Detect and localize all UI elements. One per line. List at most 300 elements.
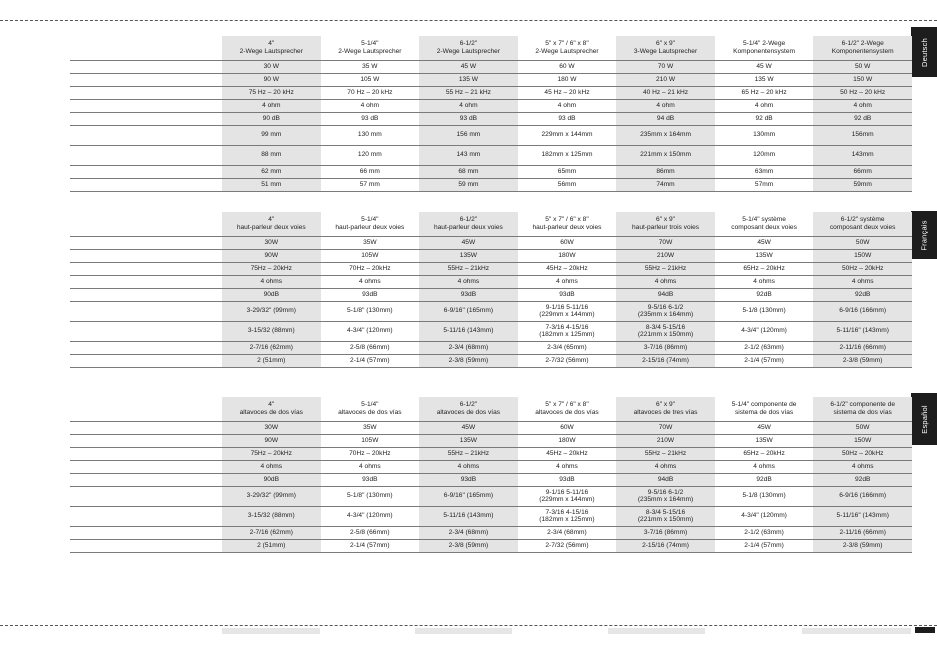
cell-line: 5-11/16" (143mm) bbox=[836, 327, 889, 335]
row-label bbox=[70, 212, 222, 236]
cell-line: (235mm x 164mm) bbox=[637, 496, 694, 503]
cell-line: (229mm x 144mm) bbox=[539, 311, 595, 318]
cell-line: 2-3/8 (59mm) bbox=[842, 541, 883, 549]
table-cell bbox=[813, 526, 912, 539]
cell-line: 93dB bbox=[460, 290, 477, 298]
cell-line: 3-7/16 (86mm) bbox=[643, 343, 688, 351]
cell-line: 143mm bbox=[851, 151, 874, 159]
cell-line: 135W bbox=[755, 436, 773, 444]
table-cell bbox=[715, 539, 814, 552]
cell-line: 2-Wege Lautsprecher bbox=[338, 47, 402, 55]
cell-line: 4 ohm bbox=[360, 101, 379, 109]
column-header bbox=[715, 36, 814, 60]
cell-line: 4-3/4" (120mm) bbox=[741, 512, 787, 520]
table-cell bbox=[321, 165, 420, 178]
cell-line: 5-1/4" bbox=[361, 401, 379, 409]
table-cell bbox=[813, 262, 912, 275]
cell-line: 93 dB bbox=[459, 114, 478, 122]
table-cell bbox=[419, 99, 518, 112]
cell-line: 45W bbox=[461, 423, 476, 431]
cell-line: 70W bbox=[658, 238, 673, 246]
cell-line: 2-3/4 (68mm) bbox=[448, 343, 489, 351]
row-label bbox=[70, 526, 222, 539]
table-cell bbox=[222, 125, 321, 145]
table-cell bbox=[222, 275, 321, 288]
cell-line: haut-parleur trois voies bbox=[631, 223, 700, 231]
cell-line: 92dB bbox=[854, 290, 871, 298]
cell-line: 2-Wege Lautsprecher bbox=[239, 47, 303, 55]
cell-line: 93 dB bbox=[361, 114, 379, 122]
table-cell bbox=[715, 341, 814, 354]
cell-line: 210W bbox=[656, 251, 675, 259]
cell-line: 92dB bbox=[854, 475, 871, 483]
table-cell bbox=[616, 178, 715, 191]
table-cell bbox=[518, 354, 617, 367]
table-cell bbox=[518, 288, 617, 301]
cell-line: 6-1/2" componente de bbox=[830, 401, 896, 409]
table-cell bbox=[616, 125, 715, 145]
row-label bbox=[70, 86, 222, 99]
table-cell bbox=[222, 473, 321, 486]
cell-line: composant deux voies bbox=[829, 223, 896, 231]
table-cell bbox=[518, 275, 617, 288]
table-cell bbox=[222, 112, 321, 125]
cell-line: haut-parleur deux voies bbox=[335, 223, 405, 231]
table-row bbox=[70, 125, 912, 145]
table-cell bbox=[616, 99, 715, 112]
table-cell bbox=[222, 60, 321, 73]
spec-table bbox=[70, 36, 912, 192]
cell-line: 130 mm bbox=[357, 131, 382, 139]
cell-line: 90 dB bbox=[262, 114, 280, 122]
table-row bbox=[70, 275, 912, 288]
table-row bbox=[70, 236, 912, 249]
table-cell bbox=[321, 321, 420, 341]
table-cell bbox=[616, 86, 715, 99]
table-cell bbox=[419, 288, 518, 301]
table-cell bbox=[813, 354, 912, 367]
row-label bbox=[70, 36, 222, 60]
row-label bbox=[70, 486, 222, 506]
cell-line: 150W bbox=[854, 436, 872, 444]
cell-line: 51 mm bbox=[261, 180, 282, 188]
table-row bbox=[70, 301, 912, 321]
cell-line: 229mm x 144mm bbox=[541, 131, 593, 139]
column-header bbox=[222, 36, 321, 60]
cell-line: altavoces de dos vías bbox=[436, 408, 501, 416]
cell-line: haut-parleur deux voies bbox=[532, 223, 602, 231]
row-label bbox=[70, 249, 222, 262]
row-label bbox=[70, 434, 222, 447]
table-row bbox=[70, 165, 912, 178]
table-cell bbox=[616, 288, 715, 301]
row-label bbox=[70, 125, 222, 145]
cell-line: 8-3/4 5-15/16 bbox=[645, 508, 686, 516]
table-cell bbox=[518, 178, 617, 191]
table-cell bbox=[813, 249, 912, 262]
table-cell bbox=[715, 434, 814, 447]
cell-line: 45 Hz – 20 kHz bbox=[544, 88, 590, 96]
table-cell bbox=[222, 249, 321, 262]
cell-line: 4 ohm bbox=[459, 101, 478, 109]
cell-line: 59 mm bbox=[458, 180, 479, 188]
cell-line: 4 ohms bbox=[260, 277, 283, 285]
table-cell bbox=[715, 506, 814, 526]
cell-line: 2-7/32 (56mm) bbox=[545, 356, 589, 364]
table-cell bbox=[616, 112, 715, 125]
cell-line: 70 W bbox=[657, 62, 674, 70]
cell-line: 4 ohms bbox=[556, 462, 578, 470]
table-cell bbox=[222, 526, 321, 539]
cell-line: 221mm x 150mm bbox=[640, 151, 691, 159]
cell-line: 50W bbox=[855, 238, 870, 246]
table-row bbox=[70, 486, 912, 506]
column-header bbox=[419, 36, 518, 60]
cell-line: 2-Wege Lautsprecher bbox=[436, 47, 501, 55]
column-header bbox=[813, 36, 912, 60]
column-header bbox=[419, 397, 518, 421]
cell-line: 5" x 7" / 6" x 8" bbox=[545, 401, 589, 409]
cell-line: altavoces de dos vías bbox=[338, 408, 402, 416]
top-cut-line bbox=[0, 20, 937, 21]
table-cell bbox=[222, 86, 321, 99]
table-cell bbox=[715, 354, 814, 367]
table-cell bbox=[419, 86, 518, 99]
column-header bbox=[518, 212, 617, 236]
cell-line: haut-parleur deux voies bbox=[236, 223, 306, 231]
row-label bbox=[70, 397, 222, 421]
cell-line: composant deux voies bbox=[731, 223, 797, 231]
cell-line: 8-3/4 5-15/16 bbox=[645, 323, 686, 331]
cell-line: 150W bbox=[854, 251, 872, 259]
table-cell bbox=[715, 178, 814, 191]
column-header bbox=[813, 212, 912, 236]
table-cell bbox=[715, 486, 814, 506]
table-cell bbox=[813, 178, 912, 191]
table-cell bbox=[222, 99, 321, 112]
table-cell bbox=[813, 236, 912, 249]
table-cell bbox=[616, 236, 715, 249]
cell-line: 4-3/4" (120mm) bbox=[347, 327, 393, 335]
cell-line: 2-3/4 (65mm) bbox=[547, 343, 587, 351]
column-header bbox=[616, 36, 715, 60]
cell-line: 93dB bbox=[559, 290, 575, 298]
cell-line: 60W bbox=[560, 238, 574, 246]
table-cell bbox=[616, 506, 715, 526]
table-cell bbox=[321, 236, 420, 249]
table-cell bbox=[616, 341, 715, 354]
row-label bbox=[70, 73, 222, 86]
table-cell bbox=[518, 473, 617, 486]
table-cell bbox=[321, 112, 420, 125]
table-cell bbox=[419, 473, 518, 486]
row-label bbox=[70, 288, 222, 301]
cell-line: 5" x 7" / 6" x 8" bbox=[545, 40, 589, 48]
cell-line: 50 Hz – 20 kHz bbox=[840, 88, 886, 96]
table-cell bbox=[813, 460, 912, 473]
table-cell bbox=[321, 86, 420, 99]
table-row bbox=[70, 60, 912, 73]
table-cell bbox=[715, 112, 814, 125]
cell-line: altavoces de dos vías bbox=[239, 408, 303, 416]
table-row bbox=[70, 421, 912, 434]
cell-line: 4" bbox=[268, 401, 275, 409]
table-row bbox=[70, 288, 912, 301]
table-cell bbox=[222, 354, 321, 367]
cell-line: 30W bbox=[264, 238, 279, 246]
row-label bbox=[70, 473, 222, 486]
cell-line: altavoces de dos vías bbox=[535, 408, 599, 416]
table-cell bbox=[321, 178, 420, 191]
table-row bbox=[70, 99, 912, 112]
table-cell bbox=[715, 236, 814, 249]
table-cell bbox=[419, 145, 518, 165]
table-cell bbox=[518, 506, 617, 526]
cell-line: 45W bbox=[461, 238, 476, 246]
table-row bbox=[70, 86, 912, 99]
cell-line: 2-7/16 (62mm) bbox=[249, 343, 293, 351]
cell-line: 68 mm bbox=[458, 167, 479, 175]
bottom-shade-1 bbox=[222, 628, 320, 634]
cell-line: 93dB bbox=[559, 475, 575, 483]
cell-line: 70 Hz – 20 kHz bbox=[347, 88, 393, 96]
cell-line: 5-11/16 (143mm) bbox=[443, 327, 494, 335]
table-cell bbox=[419, 506, 518, 526]
table-cell bbox=[715, 262, 814, 275]
table-cell bbox=[715, 99, 814, 112]
table-cell bbox=[715, 60, 814, 73]
table-cell bbox=[419, 73, 518, 86]
cell-line: 55Hz – 21kHz bbox=[644, 264, 687, 272]
cell-line: 156mm bbox=[851, 131, 874, 139]
table-cell bbox=[715, 460, 814, 473]
column-header bbox=[321, 212, 420, 236]
table-cell bbox=[813, 447, 912, 460]
cell-line: Komponentensystem bbox=[733, 47, 796, 55]
cell-line: 4 ohms bbox=[753, 462, 775, 470]
cell-line: 65Hz – 20kHz bbox=[743, 264, 785, 272]
table-cell bbox=[321, 249, 420, 262]
cell-line: 6-1/2" bbox=[459, 40, 478, 48]
cell-line: 4 ohm bbox=[557, 101, 577, 109]
table-cell bbox=[518, 434, 617, 447]
cell-line: 90dB bbox=[263, 475, 279, 483]
row-label bbox=[70, 460, 222, 473]
column-header bbox=[518, 36, 617, 60]
cell-line: 94 dB bbox=[656, 114, 675, 122]
table-cell bbox=[616, 301, 715, 321]
cell-line: (221mm x 150mm) bbox=[637, 331, 694, 338]
table-cell bbox=[715, 421, 814, 434]
cell-line: 35W bbox=[363, 238, 377, 246]
cell-line: 6-9/16" (165mm) bbox=[443, 307, 494, 315]
cell-line: 9-5/16 6-1/2 bbox=[647, 488, 684, 496]
cell-line: 45 W bbox=[756, 62, 772, 70]
table-cell bbox=[715, 275, 814, 288]
table-cell bbox=[419, 249, 518, 262]
cell-line: haut-parleur deux voies bbox=[433, 223, 503, 231]
cell-line: 6-9/16 (166mm) bbox=[839, 307, 887, 315]
cell-line: 2-1/4 (57mm) bbox=[744, 541, 784, 549]
cell-line: 180W bbox=[558, 251, 576, 259]
table-cell bbox=[616, 165, 715, 178]
cell-line: 90dB bbox=[263, 290, 279, 298]
cell-line: 35 W bbox=[362, 62, 378, 70]
cell-line: 65mm bbox=[557, 167, 577, 175]
cell-line: 4 ohms bbox=[457, 277, 480, 285]
column-header bbox=[616, 212, 715, 236]
cell-line: sistema de dos vías bbox=[833, 408, 892, 416]
cell-line: 2-3/8 (59mm) bbox=[448, 541, 489, 549]
cell-line: 90 W bbox=[263, 75, 279, 83]
table-cell bbox=[222, 73, 321, 86]
cell-line: 92dB bbox=[756, 475, 772, 483]
cell-line: 57 mm bbox=[359, 180, 380, 188]
table-cell bbox=[616, 275, 715, 288]
table-cell bbox=[321, 99, 420, 112]
row-label bbox=[70, 99, 222, 112]
page-marker bbox=[915, 627, 935, 633]
cell-line: 57mm bbox=[754, 180, 774, 188]
cell-line: 3-15/32 (88mm) bbox=[247, 512, 295, 520]
table-row bbox=[70, 341, 912, 354]
cell-line: 2-Wege Lautsprecher bbox=[535, 47, 599, 55]
cell-line: (182mm x 125mm) bbox=[539, 331, 595, 338]
cell-line: 2-3/4 (68mm) bbox=[448, 528, 489, 536]
cell-line: 88 mm bbox=[261, 151, 282, 159]
cell-line: 2-1/4 (57mm) bbox=[350, 541, 390, 549]
cell-line: 94dB bbox=[657, 290, 674, 298]
cell-line: 5-1/4" bbox=[361, 40, 379, 48]
cell-line: 4 ohms bbox=[457, 462, 480, 470]
column-header bbox=[419, 212, 518, 236]
column-header bbox=[715, 212, 814, 236]
cell-line: 45W bbox=[757, 423, 771, 431]
row-label bbox=[70, 301, 222, 321]
cell-line: 5-1/8 (130mm) bbox=[742, 492, 786, 500]
table-cell bbox=[222, 262, 321, 275]
row-label bbox=[70, 178, 222, 191]
table-row bbox=[70, 526, 912, 539]
table-cell bbox=[715, 165, 814, 178]
table-cell bbox=[616, 354, 715, 367]
cell-line: 4 ohm bbox=[262, 101, 281, 109]
cell-line: 130mm bbox=[753, 131, 776, 139]
table-cell bbox=[321, 288, 420, 301]
table-row bbox=[70, 112, 912, 125]
table-cell bbox=[222, 301, 321, 321]
cell-line: 45Hz – 20kHz bbox=[546, 264, 588, 272]
cell-line: 45W bbox=[757, 238, 771, 246]
table-row bbox=[70, 145, 912, 165]
table-cell bbox=[518, 447, 617, 460]
header-row bbox=[70, 397, 912, 421]
cell-line: 2-3/8 (59mm) bbox=[448, 356, 489, 364]
cell-line: 2-1/4 (57mm) bbox=[744, 356, 784, 364]
cell-line: 93 dB bbox=[558, 114, 576, 122]
table-cell bbox=[222, 539, 321, 552]
table-cell bbox=[222, 460, 321, 473]
table-cell bbox=[518, 86, 617, 99]
cell-line: 5-11/16" (143mm) bbox=[836, 512, 889, 520]
cell-line: 2-15/16 (74mm) bbox=[642, 356, 689, 364]
table-cell bbox=[222, 321, 321, 341]
table-row bbox=[70, 354, 912, 367]
table-cell bbox=[321, 421, 420, 434]
cell-line: 2-1/2 (63mm) bbox=[744, 528, 784, 536]
cell-line: 92dB bbox=[756, 290, 772, 298]
table-cell bbox=[715, 447, 814, 460]
table-cell bbox=[616, 145, 715, 165]
table-cell bbox=[222, 236, 321, 249]
cell-line: 2-1/2 (63mm) bbox=[744, 343, 784, 351]
cell-line: 5-1/4" système bbox=[742, 216, 786, 224]
cell-line: 2-15/16 (74mm) bbox=[642, 541, 689, 549]
table-cell bbox=[518, 249, 617, 262]
cell-line: 180 W bbox=[557, 75, 577, 83]
table-cell bbox=[813, 112, 912, 125]
cell-line: 4" bbox=[268, 40, 275, 48]
cell-line: 6-9/16 (166mm) bbox=[839, 492, 887, 500]
cell-line: 30 W bbox=[263, 62, 279, 70]
cell-line: 3-29/32" (99mm) bbox=[246, 307, 296, 315]
table-cell bbox=[321, 341, 420, 354]
cell-line: 4-3/4" (120mm) bbox=[741, 327, 787, 335]
table-cell bbox=[518, 99, 617, 112]
table-cell bbox=[222, 447, 321, 460]
table-cell bbox=[813, 434, 912, 447]
cell-line: 86mm bbox=[656, 167, 675, 175]
table-cell bbox=[222, 165, 321, 178]
cell-line: Komponentensystem bbox=[831, 47, 894, 55]
table-cell bbox=[518, 125, 617, 145]
cell-line: 4 ohms bbox=[260, 462, 283, 470]
cell-line: 2-11/16 (66mm) bbox=[839, 343, 886, 351]
cell-line: 6-1/2" système bbox=[840, 216, 885, 224]
cell-line: 99 mm bbox=[261, 131, 282, 139]
cell-line: 3-15/32 (88mm) bbox=[247, 327, 295, 335]
column-header bbox=[321, 397, 420, 421]
cell-line: 210 W bbox=[656, 75, 676, 83]
spec-table bbox=[70, 212, 912, 368]
table-cell bbox=[419, 125, 518, 145]
table-cell bbox=[813, 125, 912, 145]
cell-line: 5-11/16 (143mm) bbox=[443, 512, 494, 520]
table-cell bbox=[419, 434, 518, 447]
cell-line: 70Hz – 20kHz bbox=[349, 264, 391, 272]
cell-line: 50Hz – 20kHz bbox=[841, 449, 884, 457]
cell-line: 75 Hz – 20 kHz bbox=[248, 88, 294, 96]
table-cell bbox=[616, 460, 715, 473]
row-label bbox=[70, 421, 222, 434]
cell-line: 50W bbox=[855, 423, 870, 431]
cell-line: 180W bbox=[558, 436, 576, 444]
cell-line: (221mm x 150mm) bbox=[637, 516, 694, 523]
table-cell bbox=[419, 262, 518, 275]
cell-line: 135W bbox=[755, 251, 773, 259]
cell-line: 66 mm bbox=[359, 167, 380, 175]
table-cell bbox=[715, 321, 814, 341]
table-row bbox=[70, 262, 912, 275]
table-cell bbox=[616, 60, 715, 73]
cell-line: 62 mm bbox=[261, 167, 282, 175]
cell-line: 93dB bbox=[460, 475, 477, 483]
cell-line: 4 ohm bbox=[853, 101, 872, 109]
cell-line: 120 mm bbox=[357, 151, 382, 159]
table-cell bbox=[321, 460, 420, 473]
table-cell bbox=[518, 262, 617, 275]
table-cell bbox=[715, 526, 814, 539]
